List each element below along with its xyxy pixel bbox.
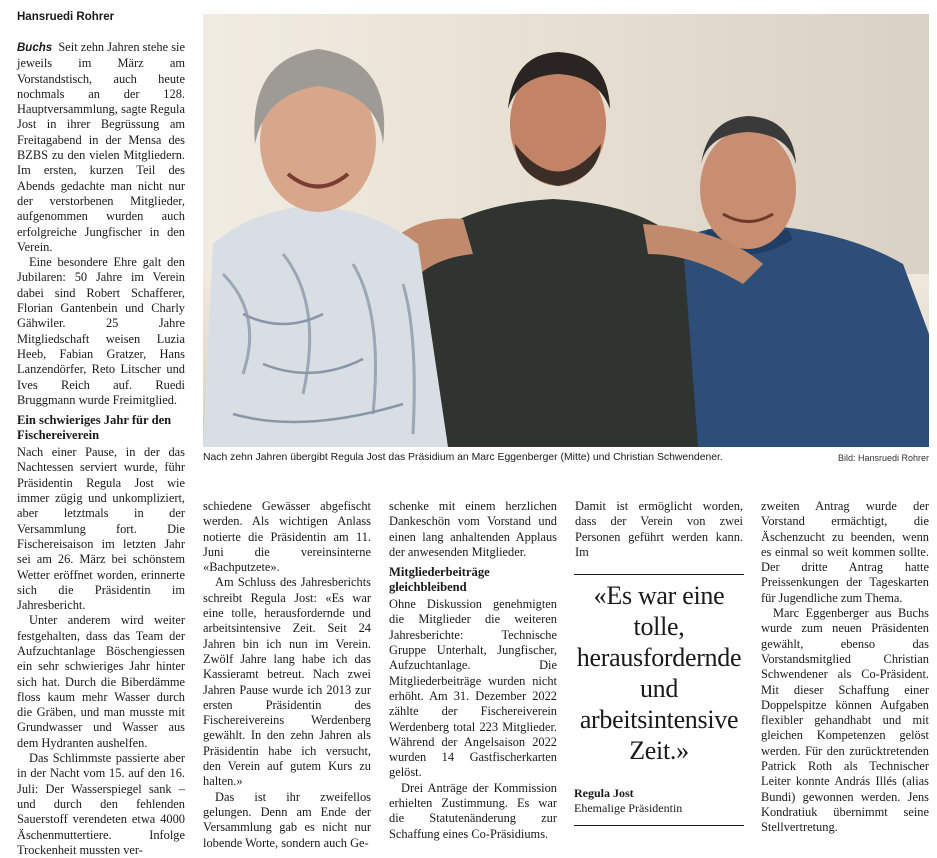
quote-text: «Es war eine tolle, herausfordernde und arbeitsintensive Zeit.» — [576, 581, 742, 765]
paragraph: Ohne Diskussion genehmigten die Mitglieder die weiteren Jahresberichte: Technische Gruppe Unterhalt, Jungfischer, Aufzuchtanlage. Die Mitgliederbeiträge wurden nicht erhöht. Am 31. Dezember 2022 zählte der Fischereiverein Werdenberg total 223 Mitglieder. Während der Angelsaison 2022 wurden 14 Gastfischerkarten gelöst. — [389, 597, 557, 780]
author-byline: Hansruedi Rohrer — [17, 11, 115, 23]
dateline-place: Buchs — [17, 42, 53, 54]
lead-paragraph — [17, 40, 185, 255]
subheading: Mitgliederbeiträge gleichbleibend — [389, 565, 490, 595]
lead-text: Seit zehn Jahren stehe sie jeweils im März am Vorstandstisch, auch heute nochmals an der 128. Hauptversammlung, sagte Regula Jost in ihrer Begrüssung am Freitagabend in der Mensa des BZBS zu den vielen Mitgliedern. Im ersten, kurzen Teil des Abends gedachte man nicht nur der verstorbenen Mitglieder, aufgenommen wurden auch erfolgreiche Jungfischer in den Verein. — [17, 40, 185, 254]
quote-author-role: Ehemalige Präsidentin — [574, 801, 683, 815]
photo-caption — [203, 452, 929, 463]
paragraph: Drei Anträge der Kommission erhielten Zustimmung. Es war die Statutenänderung zur Schaffung eines Co-Präsidiums. — [389, 780, 557, 841]
paragraph: Eine besondere Ehre galt den Jubilaren: 50 Jahre im Verein dabei sind Robert Schafferer, Florian Gantenbein und Charly Gähwiler. 25 Jahre Mitgliedschaft weisen Luzia Heeb, Fabian Gratzer, Hans Lanzendörfer, Reto Litscher und Ives Reich auf. Ruedi Bruggmann wurde Freimitglied. — [17, 255, 185, 407]
article-column-1 — [17, 40, 185, 858]
article-column-4 — [575, 499, 743, 560]
group-portrait-image — [203, 14, 929, 447]
paragraph: zweiten Antrag wurde der Vorstand ermächtigt, die Äschenzucht zu beenden, wenn es einmal so weit kommen sollte. Der dritte Antrag hatte Preissenkungen der Tageskarten für Jugendliche zum Thema. — [761, 499, 929, 605]
paragraph: schiedene Gewässer abgefischt werden. Als wichtigen Anlass notierte die Präsidentin am 11. Juni die vereinsinterne «Bachputzete». — [203, 499, 371, 575]
pull-quote — [574, 574, 744, 826]
quote-author: Regula Jost — [574, 786, 634, 800]
article-column-5 — [761, 499, 929, 836]
quote-rule-bottom — [574, 825, 744, 826]
paragraph: Marc Eggenberger aus Buchs wurde zum neuen Präsidenten gewählt, ebenso das Vorstandsmitglied Christian Schwendener als Co-Präsident. Mit dieser Schaffung einer Doppelspitze können Aufgaben flexibler gehandhabt und mit gleichen Kompetenzen gelöst werden. Für den zurücktretenden Patrick Roth als Technischer Leiter konnte András Illés (alias Bundi) gewonnen werden. Jens Kondratiuk übernimmt seine Stellvertretung. — [761, 606, 929, 835]
article-column-3 — [389, 499, 557, 842]
subheading: Ein schwieriges Jahr für den Fischereiverein — [17, 413, 172, 443]
article-column-2 — [203, 499, 371, 851]
photo-credit: Bild: Hansruedi Rohrer — [837, 453, 929, 463]
paragraph: Das ist ihr zweifellos gelungen. Denn am Ende der Versammlung gab es nicht nur lobende Worte, sondern auch Ge- — [203, 789, 371, 850]
paragraph: Am Schluss des Jahresberichts schreibt Regula Jost: «Es war eine tolle, herausfordernde und arbeitsintensive Zeit. Seit 24 Jahren bin ich nun im Verein. Zwölf Jahre lang habe ich das Kassieramt betreut. Nach zwei Jahren Pause wurde ich 2013 zur ersten Präsidentin des Fischereivereins Werdenberg gewählt. In den zehn Jahren als Präsidentin habe ich versucht, den Verein auf gutem Kurs zu halten.» — [203, 575, 371, 789]
paragraph: Unter anderem wird weiter festgehalten, dass das Team der Aufzuchtanlage Böschengiessen ein sehr schwieriges Jahr hinter sich hat. Durch die Biberdämme floss kaum mehr Wasser durch die Gräben, und man musste mit Grundwasser und Wasser aus dem Hydranten aushelfen. — [17, 613, 185, 750]
paragraph: Damit ist ermöglicht worden, dass der Verein von zwei Personen geführt werden kann. Im — [575, 499, 743, 559]
article-photo — [203, 14, 929, 447]
paragraph: Das Schlimmste passierte aber in der Nacht vom 15. auf den 16. Juli: Der Wasserspiegel sank – und durch den fehlenden Sauerstoff verendeten etwa 4000 Äschenmuttertiere. Infolge Trockenheit mussten ver- — [17, 751, 185, 857]
quote-rule-top — [574, 574, 744, 575]
caption-text: Nach zehn Jahren übergibt Regula Jost das Präsidium an Marc Eggenberger (Mitte) und Christian Schwendener. — [203, 452, 723, 463]
paragraph: schenke mit einem herzlichen Dankeschön vom Vorstand und einen lang anhaltenden Applaus der anwesenden Mitglieder. — [389, 499, 557, 559]
paragraph: Nach einer Pause, in der das Nachtessen serviert wurde, führ Präsidentin Regula Jost wie immer zügig und unkompliziert, aber letztmals in der Versammlung fort. Die Fischereisaison im letzten Jahr sei am 26. März bei schönstem Wetter eröffnet worden, erinnerte sich die Präsidentin im Jahresbericht. — [17, 445, 185, 613]
